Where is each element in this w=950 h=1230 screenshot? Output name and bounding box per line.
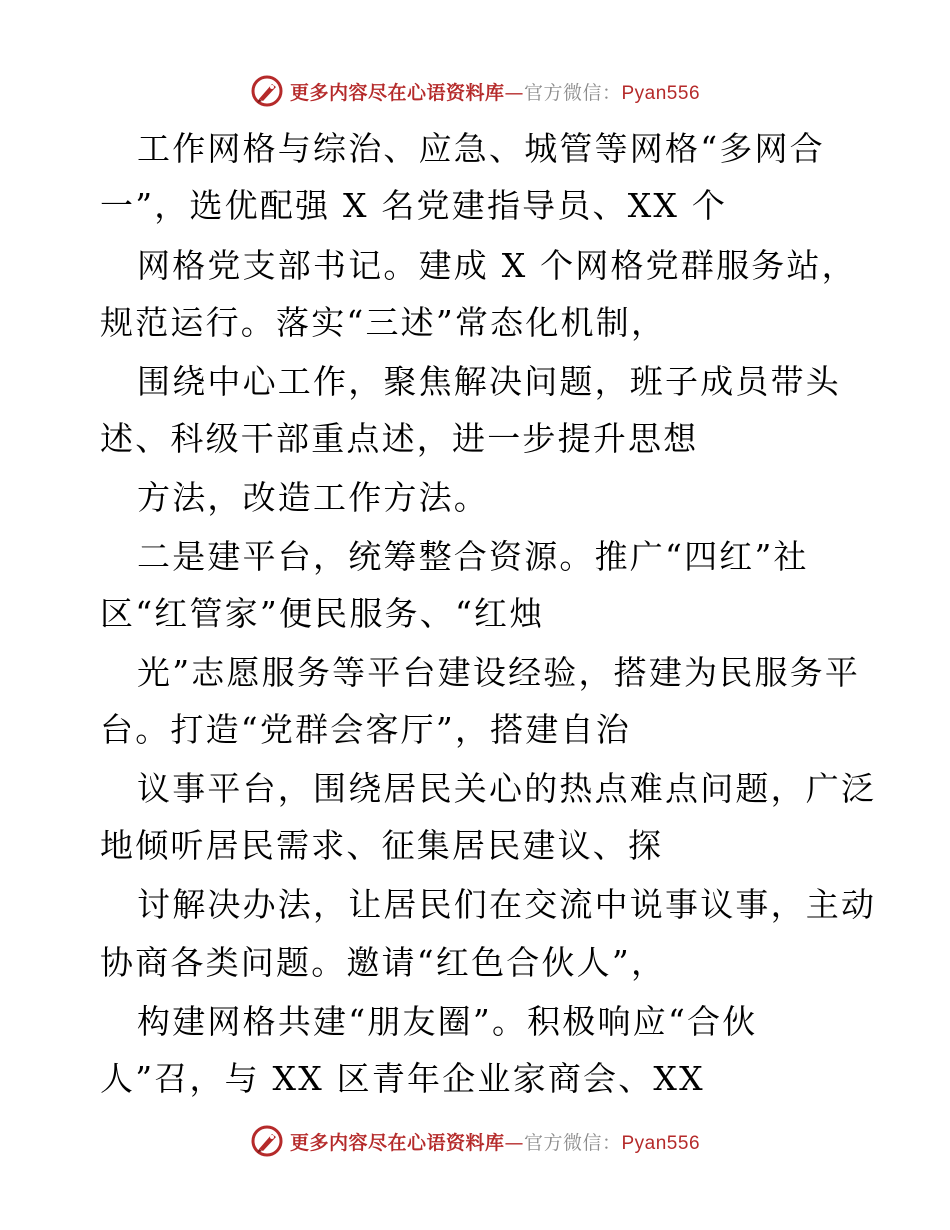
pen-nib-logo-icon [250,1124,284,1158]
footer-watermark [0,1121,950,1161]
text-line: 网格党支部书记。建成 X 个网格党群服务站， [137,246,857,285]
text-line: 人”召，与 XX 区青年企业家商会、XX [100,1059,705,1098]
text-line: 工作网格与综治、应急、城管等网格“多网合 [137,129,825,168]
text-line: 一”，选优配强 X 名党建指导员、XX 个 [100,186,728,225]
text-line: 构建网格共建“朋友圈”。积极响应“合伙 [137,1002,758,1041]
text-line: 述、科级干部重点述，进一步提升思想 [100,419,699,458]
text-line: 区“红管家”便民服务、“红烛 [100,594,545,633]
text-line: 讨解决办法，让居民们在交流中说事议事，主动 [137,885,877,924]
text-line: 围绕中心工作，聚焦解决问题，班子成员带头 [137,362,841,401]
pen-nib-logo-icon [250,74,284,108]
header-watermark [0,71,950,111]
watermark-text: 更多内容尽在心语资料库—官方微信：Pyan556 [289,1131,701,1154]
text-line: 地倾听居民需求、征集居民建议、探 [100,826,664,865]
text-line: 二是建平台，统筹整合资源。推广“四红”社 [137,537,809,576]
watermark-text: 更多内容尽在心语资料库—官方微信：Pyan556 [289,81,701,104]
text-line: 光”志愿服务等平台建设经验，搭建为民服务平 [137,653,861,692]
text-line: 方法，改造工作方法。 [137,478,489,517]
text-line: 协商各类问题。邀请“红色合伙人”， [100,943,667,982]
text-line: 规范运行。落实“三述”常态化机制， [100,303,667,342]
text-line: 台。打造“党群会客厅”，搭建自治 [100,710,631,749]
text-line: 议事平台，围绕居民关心的热点难点问题，广泛 [137,769,877,808]
